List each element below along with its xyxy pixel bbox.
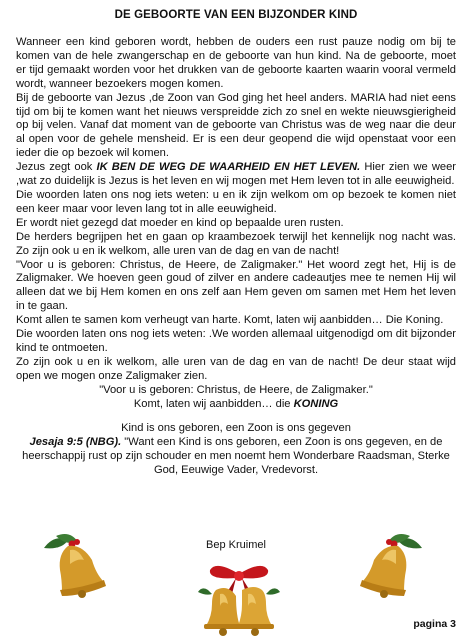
paragraph: Die woorden laten ons nog iets weten: u en ik zijn welkom om op bezoek te komen niet een keer maar voor leven lang tot in alle eeuwigheid. (16, 188, 456, 215)
verse-heading: Kind is ons geboren, een Zoon is ons gegeven (121, 422, 351, 435)
paragraph: Wanneer een kind geboren wordt, hebben de ouders een rust pauze nodig om bij te komen van de hele zwangerschap en de geboorte van hun kind. Na de geboorte, moet er tijd gemaakt worden voor het drukken van de geboorte kaarten waarin vooral vermeld wordt, wanneer bezoekers mogen komen. (16, 36, 456, 90)
article-body (16, 36, 456, 478)
verse-reference: Jesaja 9:5 (NBG). (29, 436, 122, 449)
author-name: Bep Kruimel (206, 539, 266, 551)
verse-text: "Want een Kind is ons geboren, een Zoon is ons gegeven, en de heerschappij rust op zijn schouder en men noemt hem Wonderbare Raadsman, Sterke God, Eeuwige Vader, Vredevorst. (22, 436, 450, 477)
quote-text: Komt, laten wij aanbidden… die (133, 397, 294, 410)
paragraph: Zo zijn ook u en ik welkom, alle uren van de dag en van de nacht! De deur staat wijd open we mogen onze Zaligmaker zien. (16, 355, 456, 382)
page-number: pagina 3 (413, 618, 456, 630)
paragraph: Er wordt niet gezegd dat moeder en kind op bepaalde uren rusten. (16, 216, 344, 229)
page-title: DE GEBOORTE VAN EEN BIJZONDER KIND (114, 9, 358, 21)
paragraph (16, 161, 456, 189)
quote-line (16, 398, 456, 412)
christmas-bell-icon (356, 530, 428, 600)
christmas-bells-bow-icon (196, 560, 282, 640)
paragraph: "Voor u is geboren: Christus, de Heere, de Zaligmaker." Het woord zegt het, Hij is de Zaligmaker. We hoeven geen goud of zilver en andere cadeautjes mee te nemen Hij wil alleen dat we bij Hem komen en ons zelf aan Hem geven om samen met Hem het leven in te gaan. (16, 258, 456, 313)
paragraph-text: Hier zien we weer ,wat zo duidelijk is Jezus is het leven en wij mogen met Hem leven tot in alle eeuwigheid. (16, 161, 456, 188)
paragraph: Komt allen te samen kom verheugt van harte. Komt, laten wij aanbidden… Die Koning. (16, 314, 444, 327)
quote-line: "Voor u is geboren: Christus, de Heere, de Zaligmaker." (99, 383, 373, 396)
paragraph: De herders begrijpen het en gaan op kraambezoek terwijl het kennelijk nog nacht was. Zo zijn ook u en ik welkom, alle uren van de dag en van de nacht! (16, 230, 456, 257)
christmas-bell-icon (38, 530, 110, 600)
emphasis-text: IK BEN DE WEG DE WAARHEID EN HET LEVEN. (96, 161, 361, 174)
emphasis-text: KONING (293, 397, 339, 410)
paragraph-text: Jezus zegt ook (16, 161, 97, 174)
paragraph: Die woorden laten ons nog iets weten: .We worden allemaal uitgenodigd om dit bijzonder kind te ontmoeten. (16, 328, 456, 354)
paragraph: Bij de geboorte van Jezus ,de Zoon van God ging het heel anders. MARIA had niet eens tijd om bij te komen want het nieuws verspreidde zich zo snel en wekte nieuwsgierigheid op bij velen. Vanaf dat moment van de geboorte van Christus was de weg naar die deur al open voor de gehele mensheid. Er is een deur geopend die wijd openstaat voor een ieder die op bezoek wil komen. (16, 91, 456, 160)
verse-paragraph (16, 436, 456, 478)
